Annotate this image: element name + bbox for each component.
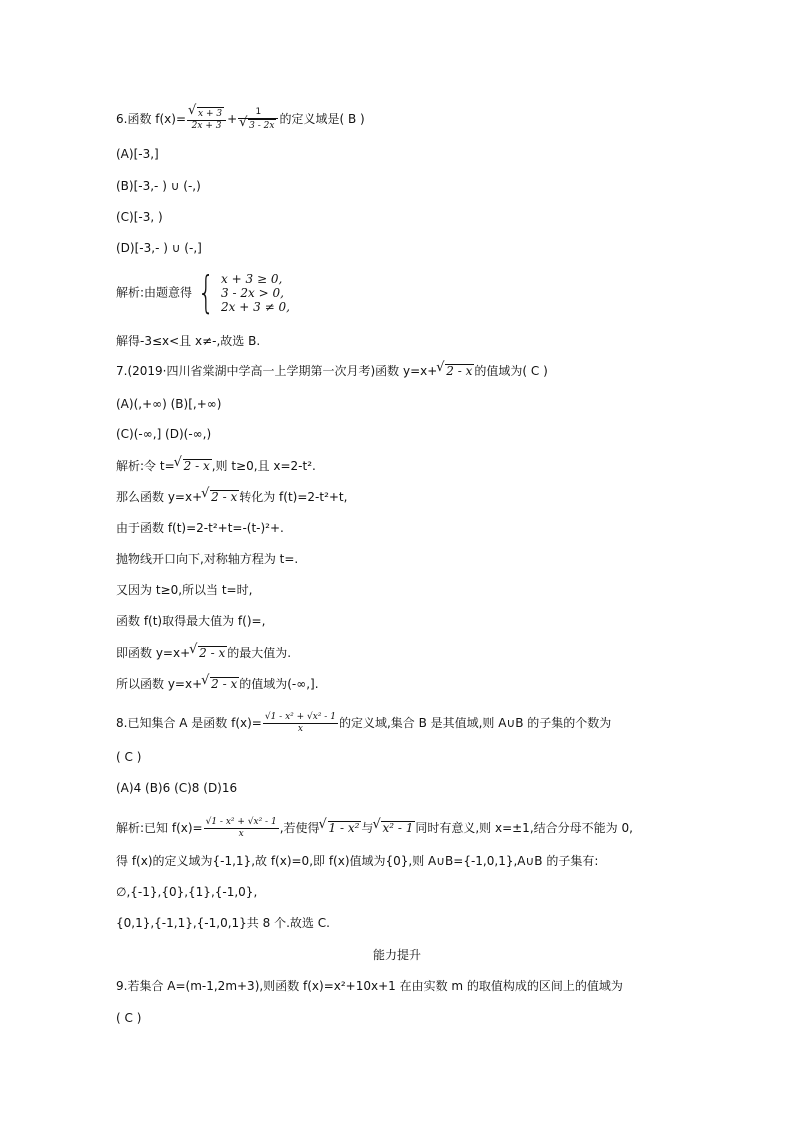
q7-l2-root: √ 2 - x xyxy=(210,490,239,503)
q8-stem-num: √1 - x² + √x² - 1 xyxy=(264,712,336,722)
q7-l1-tail: ,则 t≥0,且 x=2-t². xyxy=(211,459,316,473)
q7-analysis-line-3: 由于函数 f(t)=2-t²+t=-(t-)²+. xyxy=(116,521,284,535)
q7-l1-root: √ 2 - x xyxy=(183,459,212,472)
section-title: 能力提升 xyxy=(372,948,421,962)
q9-stem: 9.若集合 A=(m-1,2m+3),则函数 f(x)=x²+10x+1 在由实数 m 的取值构成的区间上的值域为 xyxy=(116,979,623,993)
q8-analysis-line-2: 得 f(x)的定义域为{-1,1},故 f(x)=0,即 f(x)值域为{0},则 A∪B={-1,0,1},A∪B 的子集有: xyxy=(116,854,599,868)
q8-stem-lead: 8.已知集合 A 是函数 f(x)= xyxy=(116,716,262,730)
q7-options-cd: (C)(-∞,] (D)(-∞,) xyxy=(116,427,212,441)
q8-stem-den: x xyxy=(297,724,303,734)
q6-stem xyxy=(116,107,365,132)
q7-analysis-line-6: 函数 f(t)取得最大值为 f()=, xyxy=(116,614,266,628)
q7-stem xyxy=(116,363,548,379)
q6-option-d: (D)[-3,- ) ∪ (-,] xyxy=(116,241,202,255)
q7-l7-lead: 即函数 y=x+ xyxy=(116,646,191,660)
q6-stem-lead: 6.函数 f(x)= xyxy=(116,112,187,126)
q8-a1-mid: ,若使得 xyxy=(279,821,320,835)
q7-l8-tail: 的值域为(-∞,]. xyxy=(239,677,319,691)
q6-fraction-1 xyxy=(187,107,226,132)
q8-stem-tail: 的定义域,集合 B 是其值域,则 A∪B 的子集的个数为 xyxy=(338,716,612,730)
q6-frac1-den: 2x + 3 xyxy=(191,121,222,131)
q8-analysis-line-3: ∅,{-1},{0},{1},{-1,0}, xyxy=(116,885,258,899)
q8-analysis-line-1 xyxy=(116,817,633,840)
q6-option-a: (A)[-3,] xyxy=(116,147,159,161)
q7-analysis-line-8 xyxy=(116,676,319,692)
q7-l7-tail: 的最大值为. xyxy=(227,646,292,660)
q7-analysis-line-2 xyxy=(116,489,347,505)
q8-a1-num: √1 - x² + √x² - 1 xyxy=(205,817,277,827)
q6-plus: + xyxy=(227,112,238,126)
q7-l8-root: √ 2 - x xyxy=(210,677,239,690)
q7-analysis-line-1 xyxy=(116,458,316,474)
q6-option-c: (C)[-3, ) xyxy=(116,210,163,224)
q7-analysis-line-5: 又因为 t≥0,所以当 t=时, xyxy=(116,583,253,597)
q7-stem-root: √ 2 - x xyxy=(445,364,474,377)
q8-stem-fraction xyxy=(263,712,338,735)
q7-options-ab: (A)(,+∞) (B)[,+∞) xyxy=(116,397,222,411)
q7-stem-tail: 的值域为( C ) xyxy=(474,364,548,378)
q8-answer: ( C ) xyxy=(116,750,142,764)
q7-l7-root: √ 2 - x xyxy=(198,646,227,659)
q6-system-line-2: 3 - 2x > 0, xyxy=(221,285,284,300)
q7-l1-lead: 解析:令 t= xyxy=(116,459,175,473)
q6-option-b: (B)[-3,- ) ∪ (-,) xyxy=(116,179,201,193)
left-brace-icon: { xyxy=(197,266,215,318)
q8-a1-lead: 解析:已知 f(x)= xyxy=(116,821,203,835)
q8-stem xyxy=(116,712,611,735)
q6-conclusion: 解得-3≤x<且 x≠-,故选 B. xyxy=(116,334,261,348)
q8-analysis-line-4: {0,1},{-1,1},{-1,0,1}共 8 个.故选 C. xyxy=(116,916,330,930)
q6-frac2-num: 1 xyxy=(238,107,278,119)
q6-inequality-system xyxy=(192,266,290,318)
q6-stem-tail: 的定义域是( B ) xyxy=(279,112,365,126)
q7-analysis-line-4: 抛物线开口向下,对称轴方程为 t=. xyxy=(116,552,299,566)
q6-system-line-1: x + 3 ≥ 0, xyxy=(221,271,283,286)
q9-answer: ( C ) xyxy=(116,1011,142,1025)
q7-l2-tail: 转化为 f(t)=2-t²+t, xyxy=(239,490,348,504)
q6-frac2-den: √ 3 - 2x xyxy=(248,119,276,132)
q7-l8-lead: 所以函数 y=x+ xyxy=(116,677,203,691)
q8-options: (A)4 (B)6 (C)8 (D)16 xyxy=(116,781,238,795)
q8-a1-tail: 同时有意义,则 x=±1,结合分母不能为 0, xyxy=(415,821,633,835)
q6-fraction-2 xyxy=(238,107,278,132)
q7-stem-lead: 7.(2019·四川省棠湖中学高一上学期第一次月考)函数 y=x+ xyxy=(116,364,438,378)
q8-a1-with: 与 xyxy=(361,821,374,835)
q8-a1-root-2: √ x² - 1 xyxy=(381,821,415,834)
q8-a1-den: x xyxy=(238,829,244,839)
q8-a1-root-1: √ 1 - x² xyxy=(328,821,362,834)
q8-a1-fraction xyxy=(204,817,279,840)
q7-analysis-line-7 xyxy=(116,645,291,661)
q7-l2-lead: 那么函数 y=x+ xyxy=(116,490,203,504)
q6-analysis-lead: 解析:由题意得 xyxy=(116,285,193,300)
q6-frac1-num: √ x + 3 xyxy=(197,107,224,120)
q6-system-line-3: 2x + 3 ≠ 0, xyxy=(221,299,290,314)
q6-analysis xyxy=(116,266,290,318)
